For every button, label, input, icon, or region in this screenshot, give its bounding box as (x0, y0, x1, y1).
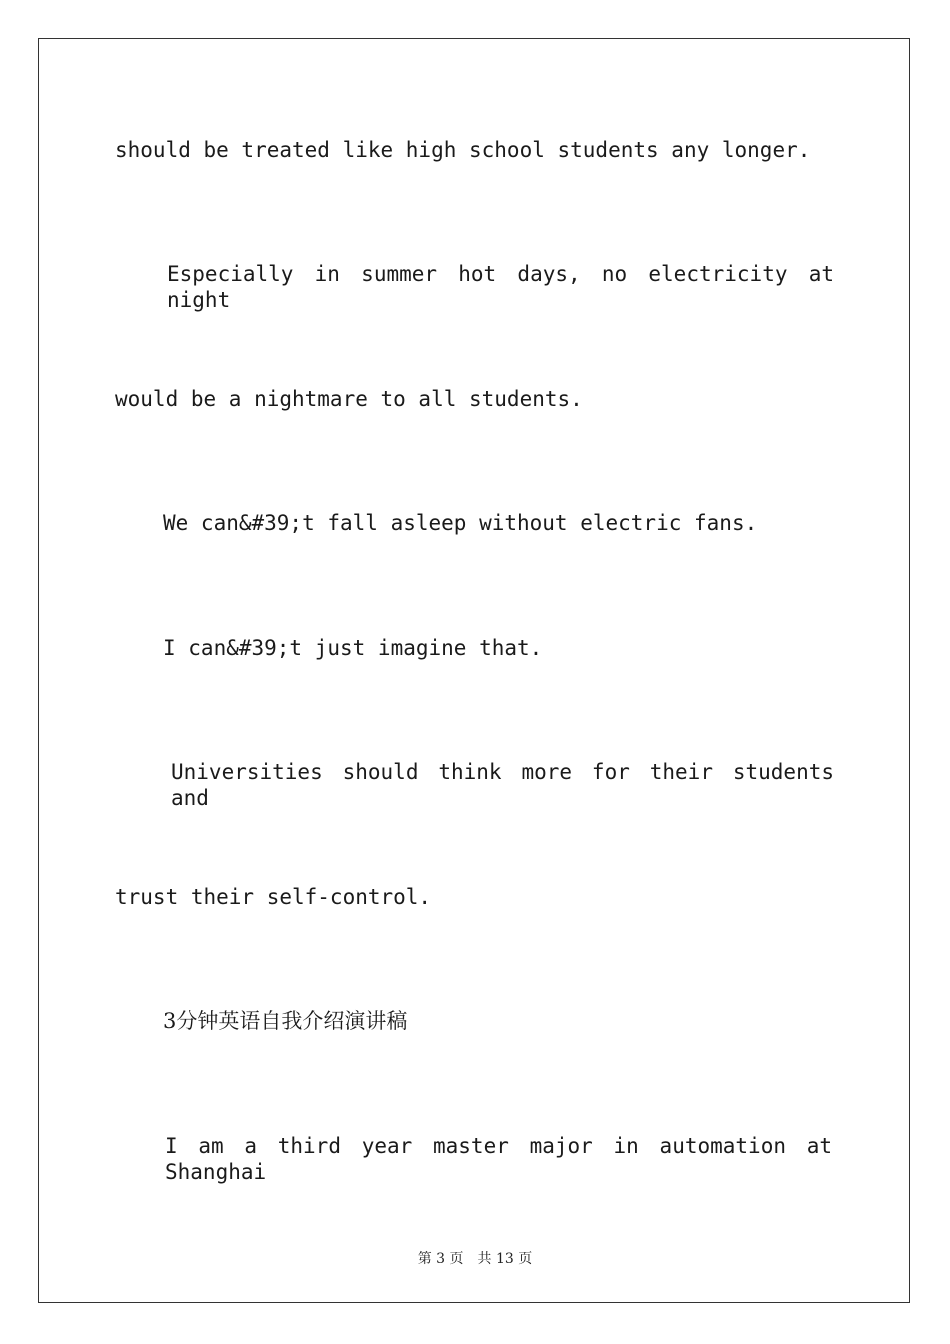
text-line-3: would be a nightmare to all students. (115, 387, 583, 411)
text-line-4: We can&#39;t fall asleep without electric fans. (163, 511, 758, 535)
text-line-6: Universities should think more for their students and (171, 760, 834, 810)
text-line-9: I am a third year master major in automation at Shanghai (165, 1134, 832, 1184)
text-line-5: I can&#39;t just imagine that. (163, 636, 543, 660)
page-border (38, 38, 910, 1303)
page-number-footer: 第 3 页 共 13 页 (417, 1251, 533, 1267)
text-line-7: trust their self-control. (115, 885, 432, 909)
section-heading: 3分钟英语自我介绍演讲稿 (163, 1009, 408, 1033)
text-line-1: should be treated like high school students any longer. (115, 138, 811, 162)
text-line-2: Especially in summer hot days, no electricity at night (167, 262, 834, 312)
